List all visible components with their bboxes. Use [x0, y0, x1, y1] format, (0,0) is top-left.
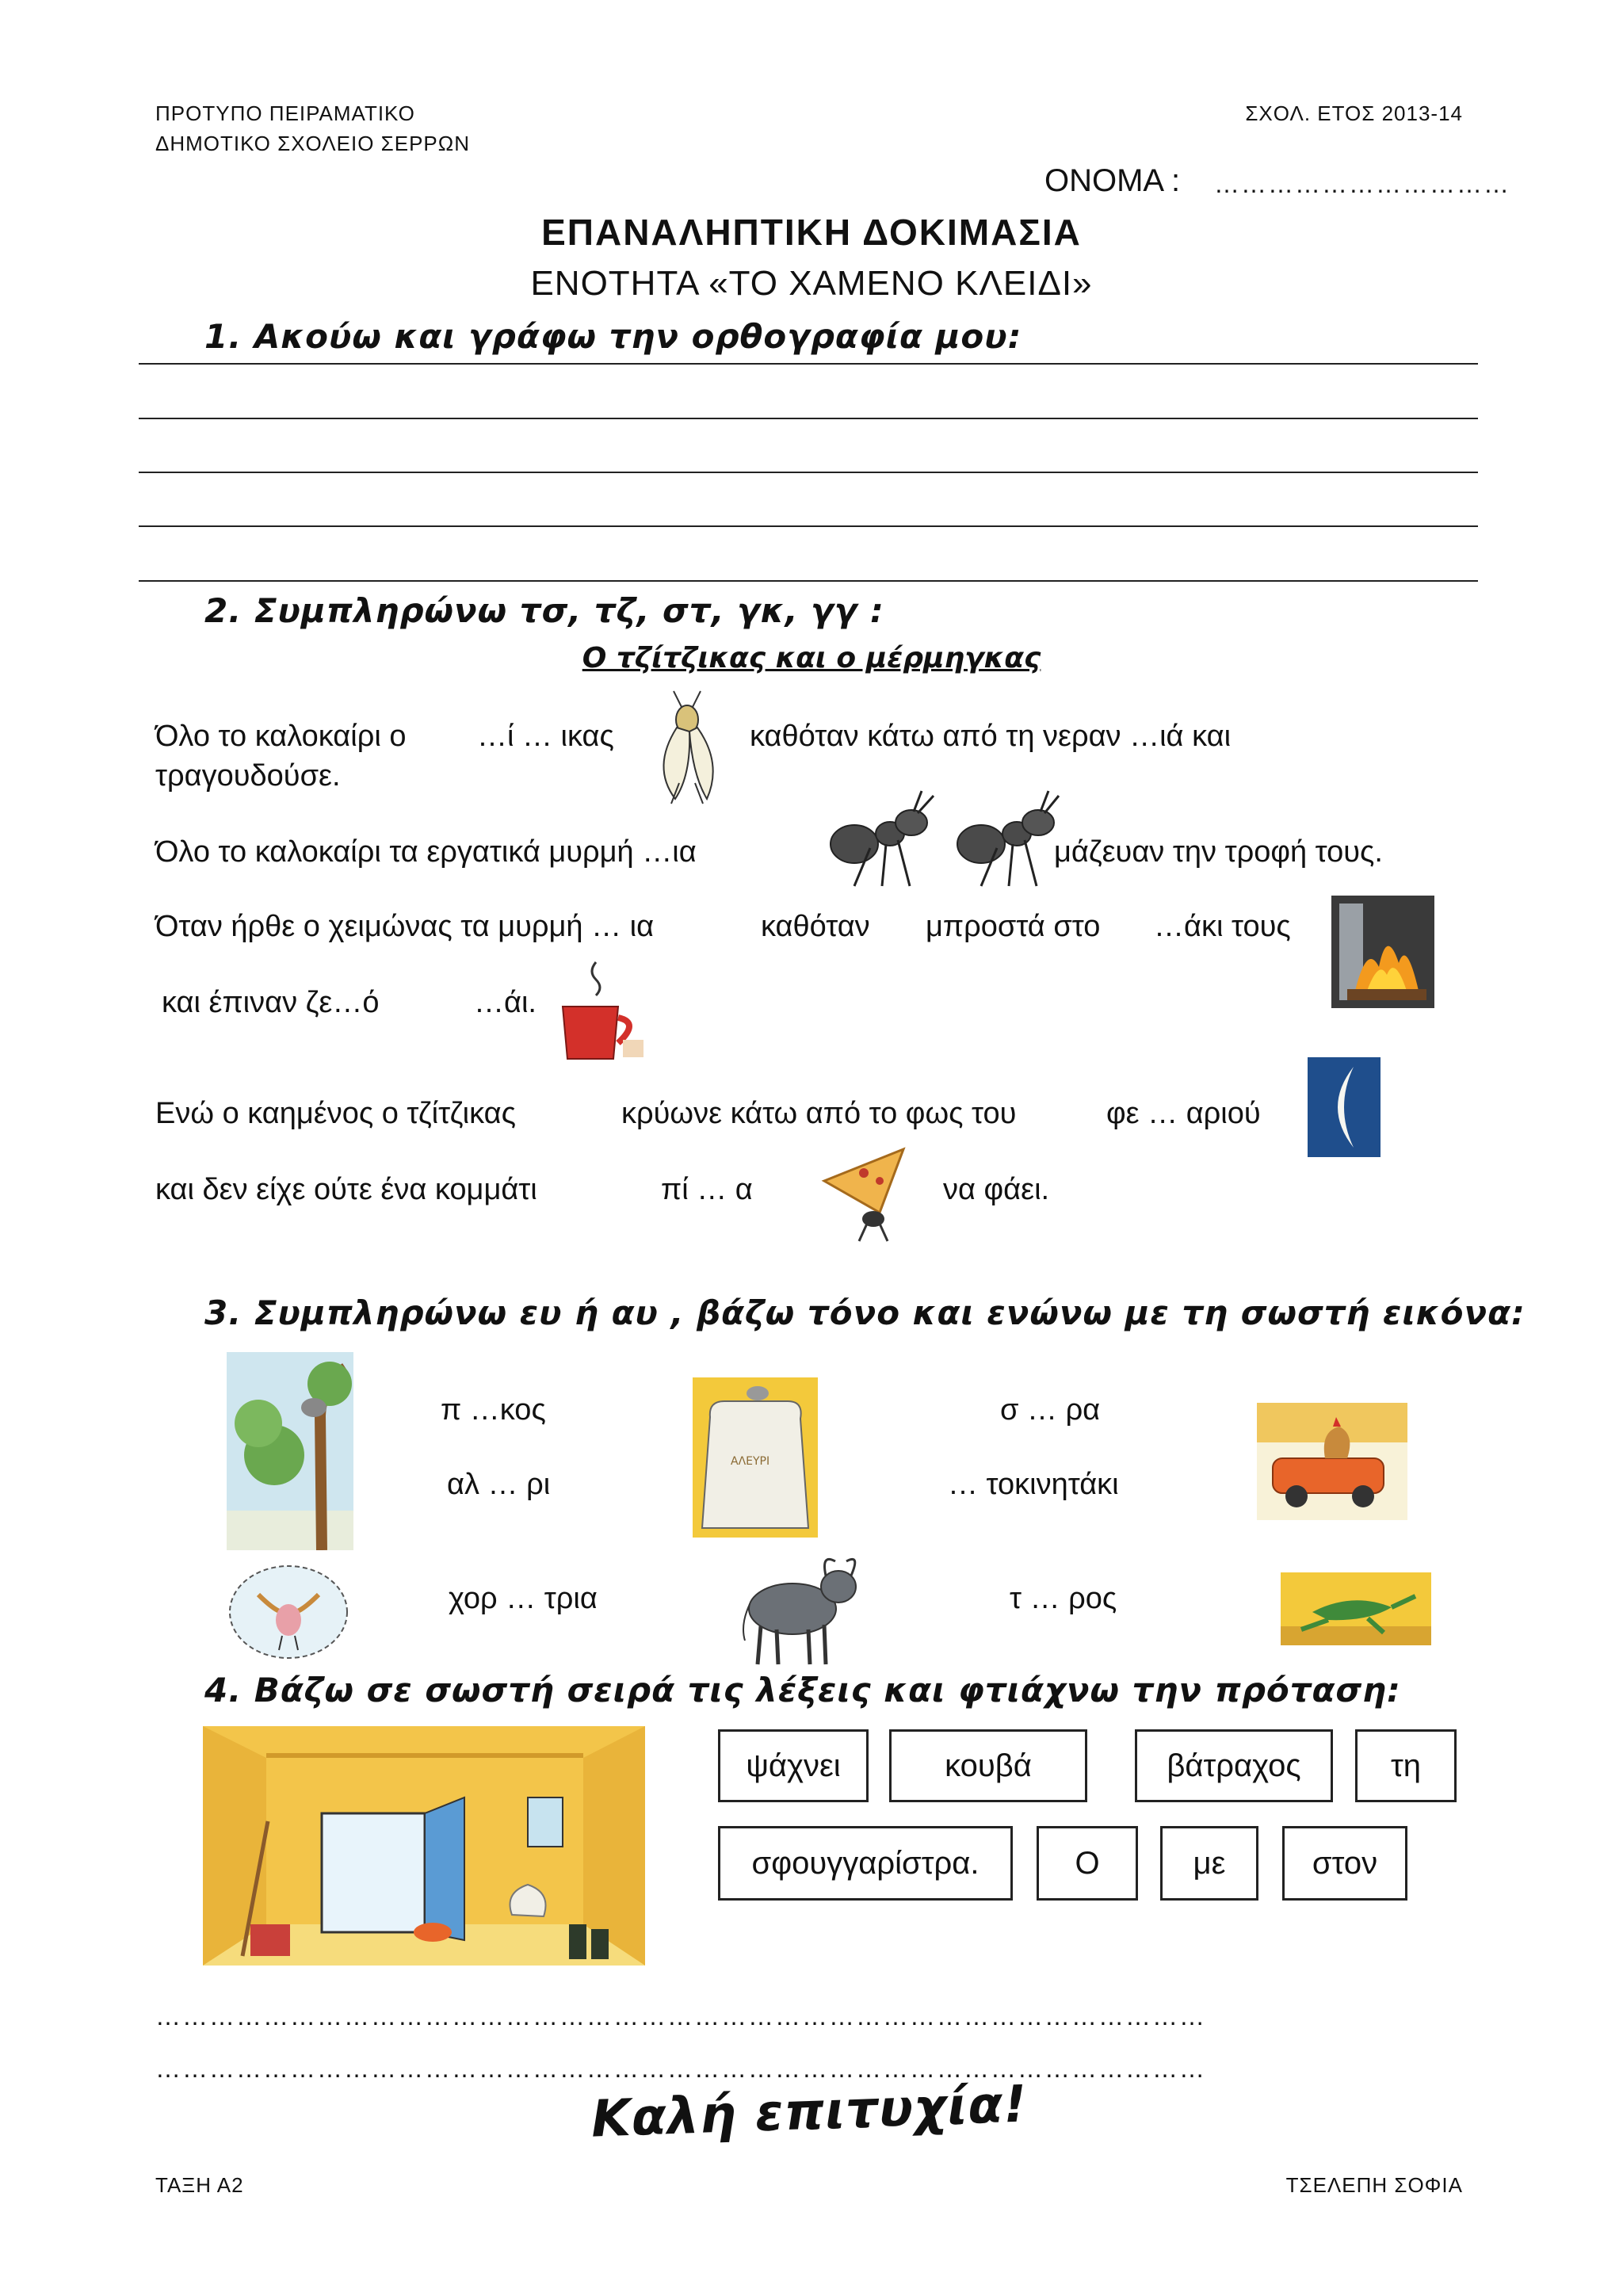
cicada-picture [643, 688, 731, 807]
story-text: Ενώ ο καημένος ο τζίτζικας [155, 1097, 516, 1130]
fireplace-picture [1331, 896, 1434, 1008]
story-text: να φάει. [943, 1173, 1050, 1206]
word-blank: π …κος [441, 1393, 546, 1427]
story-text: Όταν ήρθε ο χειμώνας τα μυρμή … ια [155, 910, 655, 943]
school-year: ΣΧΟΛ. ΕΤΟΣ 2013-14 [1245, 101, 1463, 125]
dancing-bird-picture [227, 1563, 350, 1661]
answer-line[interactable]: ……………………………………………………………………………………………………… [155, 2002, 1206, 2030]
word-card: στον [1282, 1826, 1407, 1901]
word-blank: … τοκινητάκι [948, 1468, 1119, 1501]
word-card: με [1160, 1826, 1258, 1901]
story-text: και έπιναν ζε…ό [162, 986, 380, 1019]
page-title: ΕΠΑΝΑΛΗΠΤΙΚΗ ΔΟΚΙΜΑΣΙΑ [541, 212, 1082, 253]
exercise3-heading: 3. Συμπληρώνω ευ ή αυ , βάζω τόνο και ενώνω με τη σωστή εικόνα: [204, 1293, 1526, 1332]
story-text: μάζευαν την τροφή τους. [1054, 835, 1383, 869]
page-subtitle: ΕΝΟΤΗΤΑ «ΤΟ ΧΑΜΕΝΟ ΚΛΕΙΔΙ» [530, 264, 1093, 303]
fill-blank: φε … αριού [1106, 1097, 1261, 1130]
tea-cup-picture [547, 957, 650, 1068]
word-card: ψάχνει [718, 1729, 869, 1802]
word-blank: τ … ρος [1010, 1582, 1117, 1615]
story-text: καθόταν [761, 910, 870, 943]
frog-picture [1281, 1572, 1431, 1645]
exercise2-heading: 2. Συμπληρώνω τσ, τζ, στ, γκ, γγ : [204, 591, 884, 630]
sack-label: ΑΛΕΥΡΙ [731, 1455, 770, 1468]
word-card: σφουγγαρίστρα. [718, 1826, 1013, 1901]
fill-blank: πί … α [661, 1173, 753, 1206]
story-text: Όλο το καλοκαίρι ο [155, 720, 407, 753]
word-card: Ο [1037, 1826, 1138, 1901]
story-title: Ο τζίτζικας και ο μέρμηγκας [582, 642, 1041, 674]
writing-line [139, 418, 1478, 419]
fill-blank: …ί … ικας [477, 720, 614, 753]
word-card: κουβά [889, 1729, 1087, 1802]
word-blank: αλ … ρι [447, 1468, 551, 1501]
word-card: τη [1355, 1729, 1457, 1802]
writing-line [139, 525, 1478, 527]
pizza-ant-picture [816, 1141, 919, 1244]
exercise4-heading: 4. Βάζω σε σωστή σειρά τις λέξεις και φτιάχνω την πρόταση: [204, 1671, 1401, 1710]
story-text: καθόταν κάτω από τη νεραν …ιά και [750, 720, 1232, 753]
word-blank: χορ … τρια [449, 1582, 598, 1615]
story-text: Όλο το καλοκαίρι τα εργατικά μυρμή …ια [155, 835, 697, 869]
name-label: ΟΝΟΜΑ : [1044, 163, 1181, 198]
story-text: τραγουδούσε. [155, 759, 341, 793]
class-label: ΤΑΞΗ Α2 [155, 2173, 244, 2197]
school-name-line1: ΠΡΟΤΥΠΟ ΠΕΙΡΑΜΑΤΙΚΟ [155, 101, 415, 125]
writing-line [139, 472, 1478, 473]
answer-line[interactable]: ……………………………………………………………………………………………………… [155, 2054, 1206, 2083]
tree-bird-picture [227, 1352, 353, 1550]
word-card: βάτραχος [1135, 1729, 1333, 1802]
exercise1-heading: 1. Ακούω και γράφω την ορθογραφία μου: [204, 317, 1022, 356]
rooster-car-picture [1257, 1403, 1407, 1520]
fill-blank: …άι. [474, 986, 537, 1019]
story-text: και δεν είχε ούτε ένα κομμάτι [155, 1173, 537, 1206]
bull-picture [737, 1538, 873, 1668]
story-text: μπροστά στο [926, 910, 1101, 943]
name-dots: …………………………… [1214, 170, 1510, 198]
ant-picture [823, 785, 1060, 896]
flour-sack-picture [693, 1377, 818, 1538]
good-luck-text: Καλή επιτυχία! [590, 2075, 1029, 2149]
school-name-line2: ΔΗΜΟΤΙΚΟ ΣΧΟΛΕΙΟ ΣΕΡΡΩΝ [155, 132, 470, 155]
moon-picture [1308, 1057, 1381, 1157]
writing-line [139, 580, 1478, 582]
teacher-name: ΤΣΕΛΕΠΗ ΣΟΦΙΑ [1285, 2173, 1463, 2197]
fill-blank: …άκι τους [1154, 910, 1291, 943]
story-text: κρύωνε κάτω από το φως του [621, 1097, 1017, 1130]
word-blank: σ … ρα [1000, 1393, 1101, 1427]
room-picture [203, 1726, 645, 1966]
writing-line [139, 363, 1478, 365]
